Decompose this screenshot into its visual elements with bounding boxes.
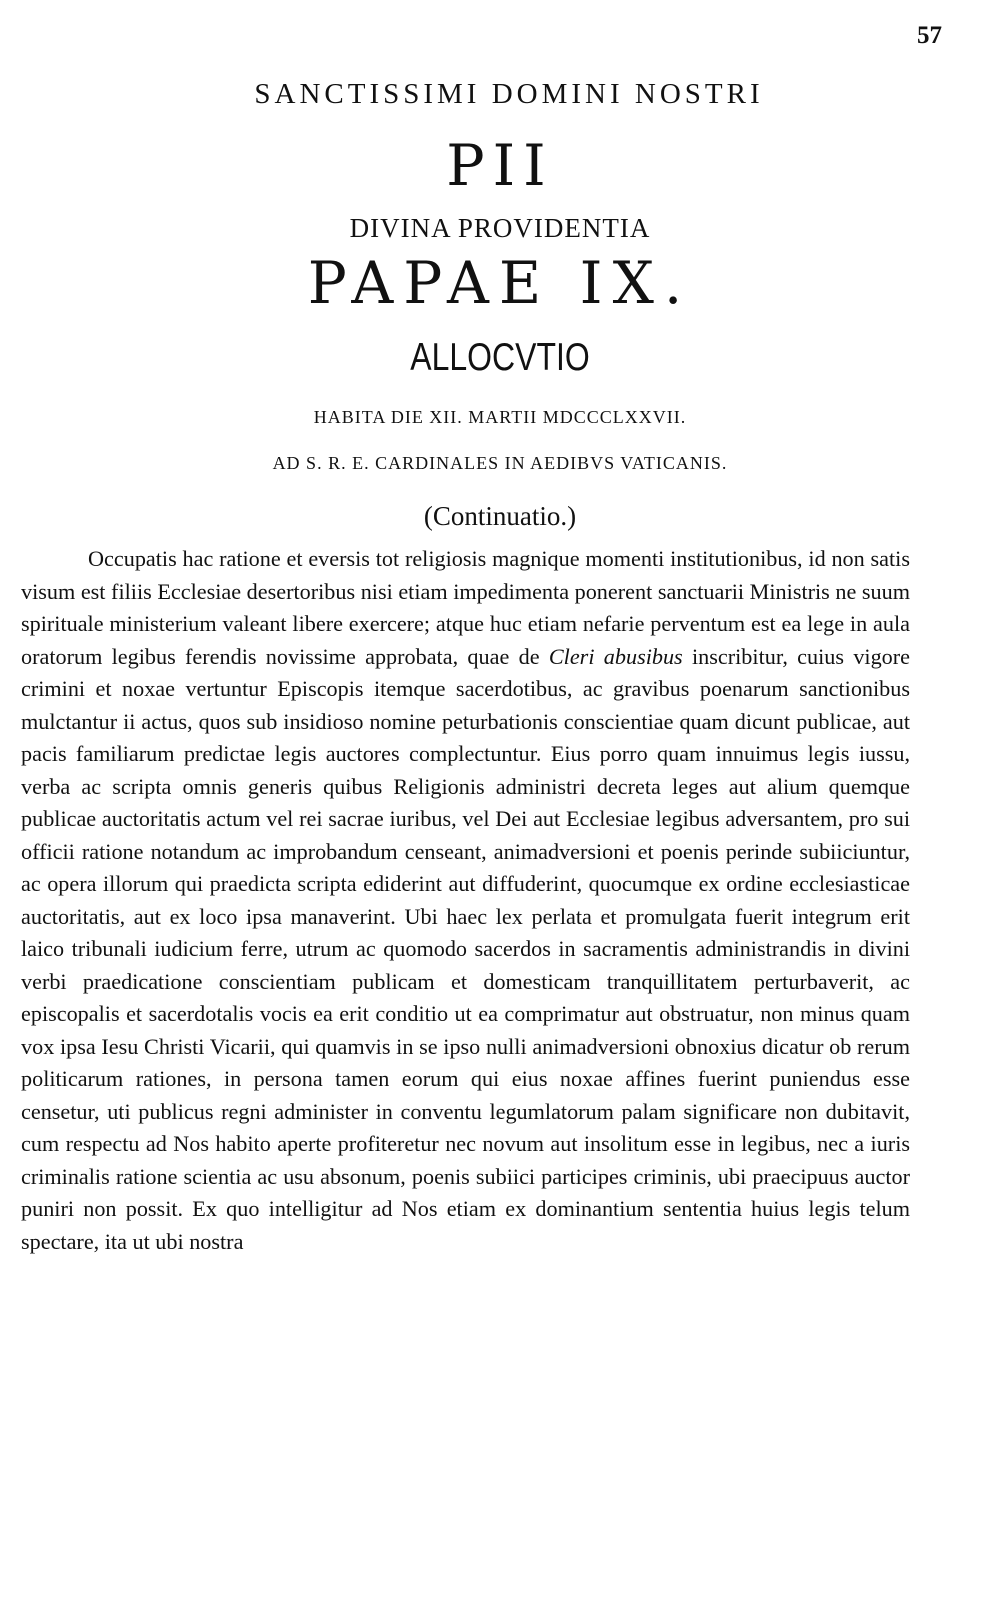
heading-line-location: AD S. R. E. CARDINALES IN AEDIBVS VATICANIS. bbox=[272, 453, 728, 473]
page-heading bbox=[0, 78, 1000, 532]
heading-line-sanctissimi-domini-nostri: SANCTISSIMI DOMINI NOSTRI bbox=[254, 78, 764, 110]
heading-line-papae-ix: PAPAE IX. bbox=[307, 249, 693, 317]
paragraph-italic-phrase: Cleri abusibus bbox=[548, 643, 683, 669]
heading-line-allocutio: ALLOCVTIO bbox=[410, 336, 590, 379]
heading-line-continuation: (Continuatio.) bbox=[423, 501, 577, 531]
paragraph bbox=[21, 543, 910, 1258]
body-text bbox=[21, 543, 910, 1258]
heading-line-divina-providentia: DIVINA PROVIDENTIA bbox=[349, 213, 651, 243]
paragraph-text-part-2: inscribitur, cuius vigore crimini et noxae vertuntur Episcopis itemque sacerdotibus, ac gravibus poenarum sanctionibus mulctantur ii actus, quos sub insidioso nomine peturbationis conscientiae quam dicunt publicae, aut pacis familiarum predictae legis auctores complectuntur. Eius porro quam innuimus legis iussu, verba ac scripta omnis generis quibus Religionis administri decreta leges aut alium quemque publicae auctoritatis actum vel rei sacrae iuribus, vel Dei aut Ecclesiae legibus adversantem, pro sui officii ratione notandum ac improbandum censeant, animadversioni et poenis perinde subiiciuntur, ac opera illorum qui praedicta scripta ediderint aut diffuderint, quocumque ex ordine ecclesiasticae auctoritatis, aut ex loco ipsa manaverint. Ubi haec lex perlata et promulgata fuerit integrum erit laico tribunali iudicium ferre, utrum ac quomodo sacerdos in sacramentis administrandis in divini verbi praedicatione conscientiam publicam et domesticam tranquillitatem perturbaverit, ac episcopalis et sacerdotalis vocis ea erit conditio ut ea comprimatur aut obstruatur, non minus quam vox ipsa Iesu Christi Vicarii, qui quamvis in se ipso nulli animadversioni obnoxius dicatur ob rerum politicarum rationes, in persona tamen eorum qui eius noxae affines fuerint puniendus esse censetur, uti publicus regni administer in conventu legumlatorum palam significare non dubitavit, cum respectu ad Nos habito aperte profiteretur nec novum aut insolitum esse in legibus, nec a iuris criminalis ratione scientia ac usu absonum, poenis subiici participes criminis, ubi praecipuus auctor puniri non possit. Ex quo intelligitur ad Nos etiam ex dominantium sententia huius legis telum spectare, ita ut ubi nostra bbox=[21, 643, 911, 1254]
heading-line-date: HABITA DIE XII. MARTII MDCCCLXXVII. bbox=[313, 407, 687, 427]
paragraph-text-part-1: Occupatis hac ratione et eversis tot religiosis magnique momenti institutionibus, id non satis visum est filiis Ecclesiae desertoribus nisi etiam impedimenta ponerent sanctuarii Ministris ne suum spirituale ministerium valeant libere exercere; atque huc etiam nefarie perventum est ea lege in aula oratorum legibus ferendis novissime approbata, quae de bbox=[21, 546, 910, 669]
heading-line-pii: PII bbox=[446, 133, 554, 199]
page-number: 57 bbox=[917, 22, 942, 49]
